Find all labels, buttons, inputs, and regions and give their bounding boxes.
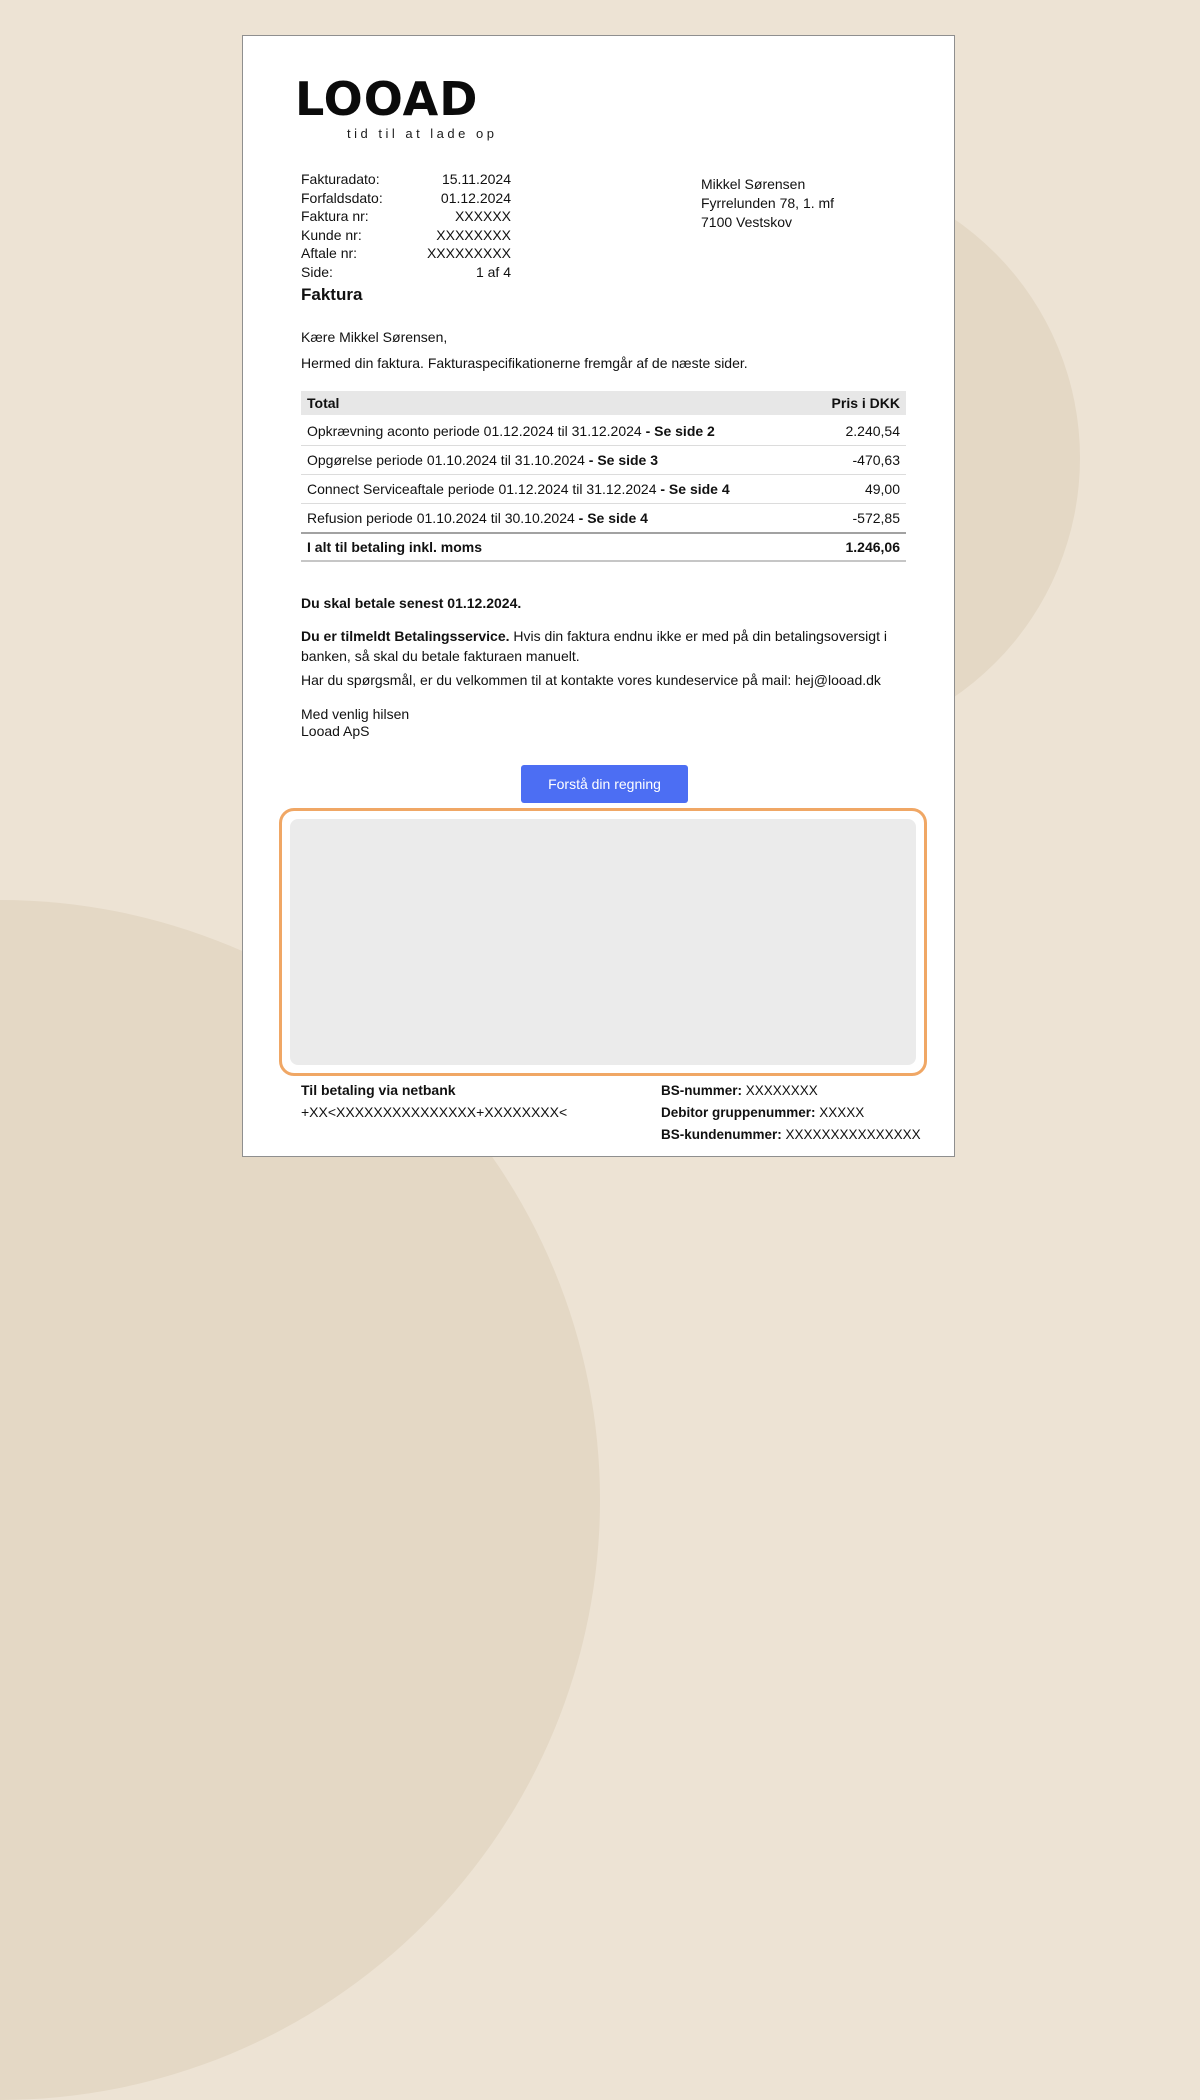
contact-note: Har du spørgsmål, er du velkommen til at kontakte vores kundeservice på mail: hej@looad.dk xyxy=(301,672,881,688)
debitor-group-value: XXXXX xyxy=(819,1105,865,1120)
recipient-address xyxy=(701,175,834,232)
row-amount: -572,85 xyxy=(852,510,900,526)
column-item-header: Total xyxy=(307,395,340,411)
betalingsservice-note-rest: Hvis din faktura endnu ikke er med på din betalingsoversigt i banken, så skal du betale fakturaen manuelt. xyxy=(301,628,887,664)
meta-value: 1 af 4 xyxy=(475,263,511,280)
greeting-text: Kære Mikkel Sørensen, xyxy=(301,329,448,345)
netbank-block xyxy=(301,1079,567,1123)
meta-value: 01.12.2024 xyxy=(440,189,511,206)
meta-value: XXXXXX xyxy=(454,208,511,225)
row-description xyxy=(307,452,658,468)
debitor-group-row xyxy=(661,1102,921,1124)
payment-slip-placeholder xyxy=(290,819,916,1065)
meta-label: Side: xyxy=(301,263,333,280)
brand-logo-text: LOOAD xyxy=(295,72,479,126)
signoff xyxy=(301,706,409,740)
invoice-page xyxy=(242,35,955,1157)
invoice-title: Faktura xyxy=(301,285,363,304)
netbank-code: +XX<XXXXXXXXXXXXXXX+XXXXXXXX< xyxy=(301,1104,568,1120)
understand-bill-button[interactable]: Forstå din regning xyxy=(521,765,688,803)
meta-value: XXXXXXXX xyxy=(436,226,511,243)
meta-label: Aftale nr: xyxy=(301,245,358,262)
betalingsservice-note-bold: Du er tilmeldt Betalingsservice. xyxy=(301,628,510,644)
meta-label: Forfaldsdato: xyxy=(301,189,383,206)
payment-deadline: Du skal betale senest 01.12.2024. xyxy=(301,595,522,611)
invoice-meta xyxy=(301,170,511,282)
row-text: Refusion periode 01.10.2024 til 30.10.2024 xyxy=(307,510,579,526)
betalingsservice-note xyxy=(301,627,901,666)
debitor-group-label: Debitor gruppenummer: xyxy=(661,1105,816,1120)
bs-info-block xyxy=(661,1080,921,1146)
payment-slip xyxy=(279,808,927,1076)
row-amount: 2.240,54 xyxy=(845,423,900,439)
recipient-name: Mikkel Sørensen xyxy=(701,176,806,192)
table-row xyxy=(301,417,906,446)
meta-row xyxy=(301,244,511,263)
netbank-heading: Til betaling via netbank xyxy=(301,1082,456,1098)
signoff-text: Med venlig hilsen xyxy=(301,706,410,722)
row-description xyxy=(307,481,730,497)
row-text: Opkrævning aconto periode 01.12.2024 til 31.12.2024 xyxy=(307,423,646,439)
meta-value: XXXXXXXXX xyxy=(426,245,511,262)
company-name: Looad ApS xyxy=(301,723,370,739)
table-row xyxy=(301,504,906,533)
column-price-header: Pris i DKK xyxy=(831,395,900,411)
bs-number-row xyxy=(661,1080,921,1102)
recipient-city: 7100 Vestskov xyxy=(701,214,793,230)
meta-label: Fakturadato: xyxy=(301,171,380,187)
meta-row xyxy=(301,226,511,245)
row-amount: -470,63 xyxy=(852,452,900,468)
meta-row xyxy=(301,189,511,208)
meta-value: 15.11.2024 xyxy=(441,171,511,187)
bs-customer-label: BS-kundenummer: xyxy=(661,1127,782,1142)
totals-table xyxy=(301,391,906,562)
brand-tagline: tid til at lade op xyxy=(347,126,498,141)
total-amount: 1.246,06 xyxy=(845,539,900,555)
meta-row xyxy=(301,263,511,282)
row-page-ref: - Se side 2 xyxy=(645,423,715,439)
bs-customer-row xyxy=(661,1124,921,1146)
row-description xyxy=(307,423,715,439)
intro-text: Hermed din faktura. Fakturaspecifikationerne fremgår af de næste sider. xyxy=(301,355,748,371)
bs-number-label: BS-nummer: xyxy=(661,1083,743,1098)
row-page-ref: - Se side 4 xyxy=(660,481,730,497)
table-total-row xyxy=(301,532,906,562)
meta-label: Kunde nr: xyxy=(301,226,362,243)
total-label: I alt til betaling inkl. moms xyxy=(307,539,483,555)
brand-logo xyxy=(295,74,497,141)
row-page-ref: - Se side 3 xyxy=(588,452,659,468)
table-header xyxy=(301,391,906,415)
row-amount: 49,00 xyxy=(864,481,900,497)
bs-number-value: XXXXXXXX xyxy=(745,1083,818,1098)
meta-row xyxy=(301,207,511,226)
meta-row xyxy=(301,170,511,189)
meta-label: Faktura nr: xyxy=(301,208,369,225)
row-text: Opgørelse periode 01.10.2024 til 31.10.2024 xyxy=(307,452,589,468)
row-page-ref: - Se side 4 xyxy=(578,510,648,526)
recipient-street: Fyrrelunden 78, 1. mf xyxy=(701,195,835,211)
table-row xyxy=(301,475,906,504)
row-description xyxy=(307,510,648,526)
bs-customer-value: XXXXXXXXXXXXXXX xyxy=(785,1127,921,1142)
table-row xyxy=(301,446,906,475)
row-text: Connect Serviceaftale periode 01.12.2024 til 31.12.2024 xyxy=(307,481,661,497)
